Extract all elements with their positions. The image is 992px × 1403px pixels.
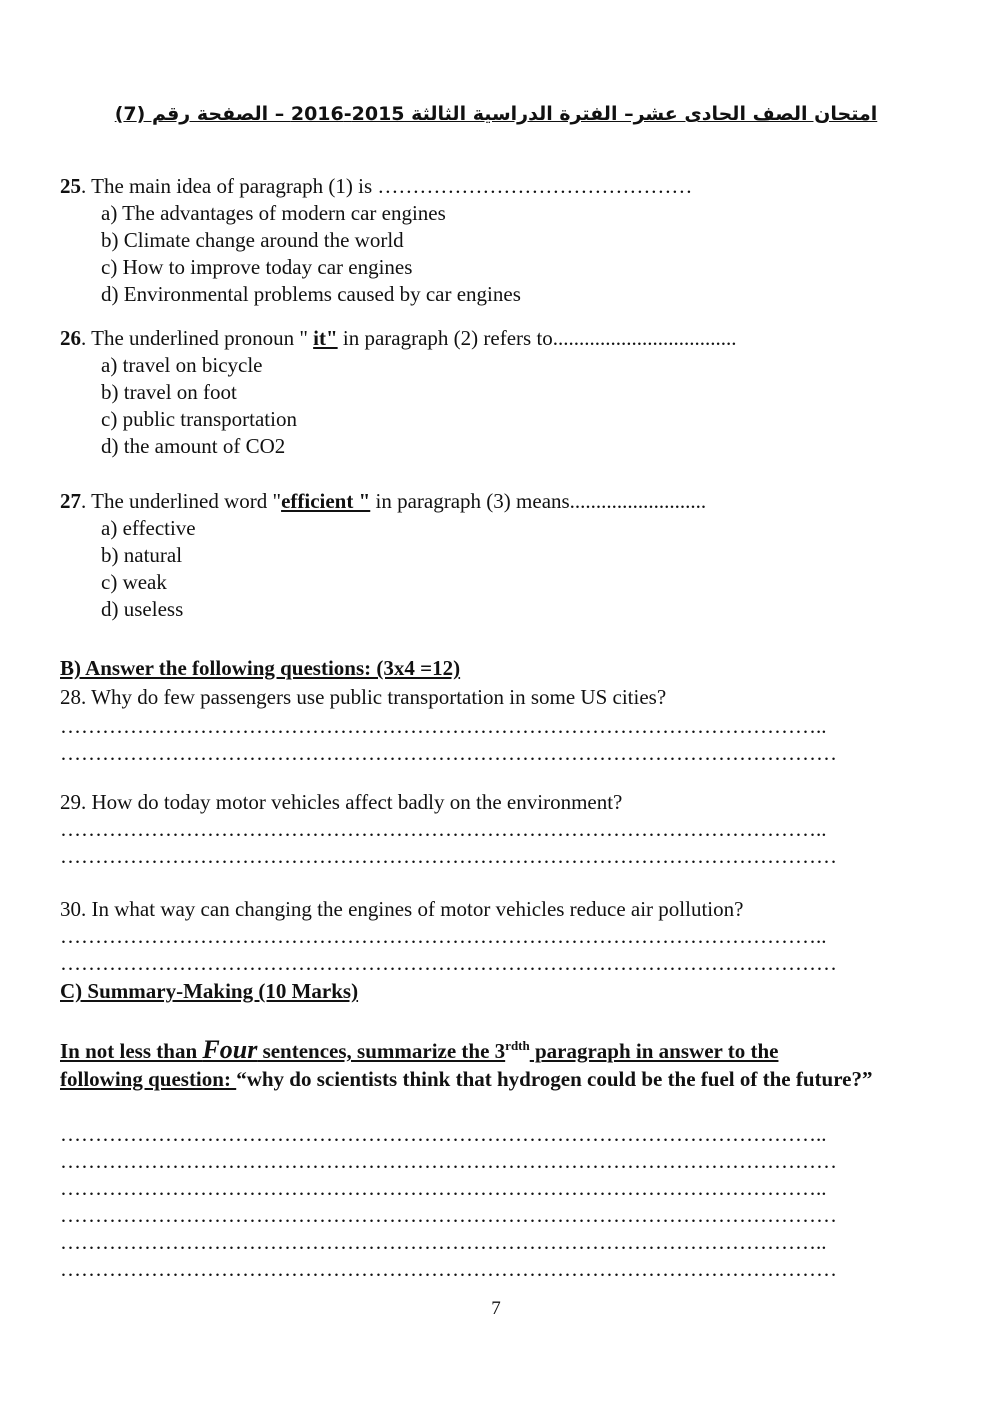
- option: a) effective: [101, 516, 196, 540]
- question-stem: [60, 488, 930, 515]
- answer-line[interactable]: …………………………………………………………………………………………………: [60, 951, 837, 975]
- section-b-title: B) Answer the following questions: (3x4 =12): [60, 656, 461, 680]
- question-number: 26: [60, 326, 81, 350]
- answer-line[interactable]: ………………………………………………………………………………………………..: [60, 924, 827, 948]
- answer-line[interactable]: …………………………………………………………………………………………………: [60, 1257, 837, 1281]
- answer-line[interactable]: …………………………………………………………………………………………………: [60, 1203, 837, 1227]
- summary-question: “why do scientists think that hydrogen could be the fuel of the future?”: [236, 1067, 873, 1091]
- answer-line[interactable]: ………………………………………………………………………………………………..: [60, 714, 827, 738]
- question-text: . The underlined pronoun ": [81, 326, 314, 350]
- answer-line[interactable]: ………………………………………………………………………………………………..: [60, 817, 827, 841]
- question-stem: [60, 173, 930, 200]
- question-27: [60, 488, 930, 623]
- option: c) weak: [101, 570, 167, 594]
- question-text: in paragraph (3) means..........................: [370, 489, 707, 513]
- question-number: 25: [60, 174, 81, 198]
- option: a) The advantages of modern car engines: [101, 201, 446, 225]
- instruction-emphasis: Four: [202, 1035, 258, 1064]
- question-30-text: 30. In what way can changing the engines of motor vehicles reduce air pollution?: [60, 897, 744, 921]
- question-stem: [60, 325, 930, 352]
- section-c: [60, 978, 930, 1005]
- page-number: 7: [491, 1298, 501, 1319]
- question-29: [60, 789, 930, 870]
- question-26: [60, 325, 930, 460]
- option: c) How to improve today car engines: [101, 255, 413, 279]
- option: a) travel on bicycle: [101, 353, 263, 377]
- answer-line[interactable]: …………………………………………………………………………………………………: [60, 844, 837, 868]
- question-text: . The main idea of paragraph (1) is ………………………………………: [81, 174, 693, 198]
- answer-line[interactable]: ………………………………………………………………………………………………..: [60, 1122, 827, 1146]
- question-text: . The underlined word ": [81, 489, 282, 513]
- section-b: [60, 655, 930, 767]
- answer-line[interactable]: ………………………………………………………………………………………………..: [60, 1230, 827, 1254]
- answer-line[interactable]: …………………………………………………………………………………………………: [60, 741, 837, 765]
- summary-answer-area: [60, 1121, 930, 1283]
- instruction-text: sentences, summarize the 3: [257, 1039, 506, 1063]
- underlined-keyword: it": [313, 326, 338, 350]
- page-header: امتحان الصف الحادى عشر– الفترة الدراسية الثالثة 2015-2016 – الصفحة رقم (7): [114, 103, 878, 125]
- answer-line[interactable]: …………………………………………………………………………………………………: [60, 1149, 837, 1173]
- question-29-text: 29. How do today motor vehicles affect badly on the environment?: [60, 790, 623, 814]
- question-text: in paragraph (2) refers to...................................: [337, 326, 737, 350]
- question-number: 27: [60, 489, 81, 513]
- underlined-keyword: efficient ": [281, 489, 371, 513]
- option: d) Environmental problems caused by car engines: [101, 282, 521, 306]
- option: d) the amount of CO2: [101, 434, 286, 458]
- ordinal-superscript: rdth: [505, 1038, 530, 1053]
- instruction-text: In not less than: [60, 1039, 203, 1063]
- answer-line[interactable]: ………………………………………………………………………………………………..: [60, 1176, 827, 1200]
- question-25: [60, 173, 930, 308]
- option: d) useless: [101, 597, 184, 621]
- question-28-text: 28. Why do few passengers use public transportation in some US cities?: [60, 685, 667, 709]
- instruction-text: paragraph in answer to the: [529, 1039, 779, 1063]
- question-30: [60, 896, 930, 977]
- summary-instructions: [60, 1032, 930, 1093]
- option: b) natural: [101, 543, 183, 567]
- option: b) Climate change around the world: [101, 228, 404, 252]
- option: c) public transportation: [101, 407, 297, 431]
- option: b) travel on foot: [101, 380, 237, 404]
- instruction-text: following question:: [60, 1067, 237, 1091]
- section-c-title: C) Summary-Making (10 Marks): [60, 979, 359, 1003]
